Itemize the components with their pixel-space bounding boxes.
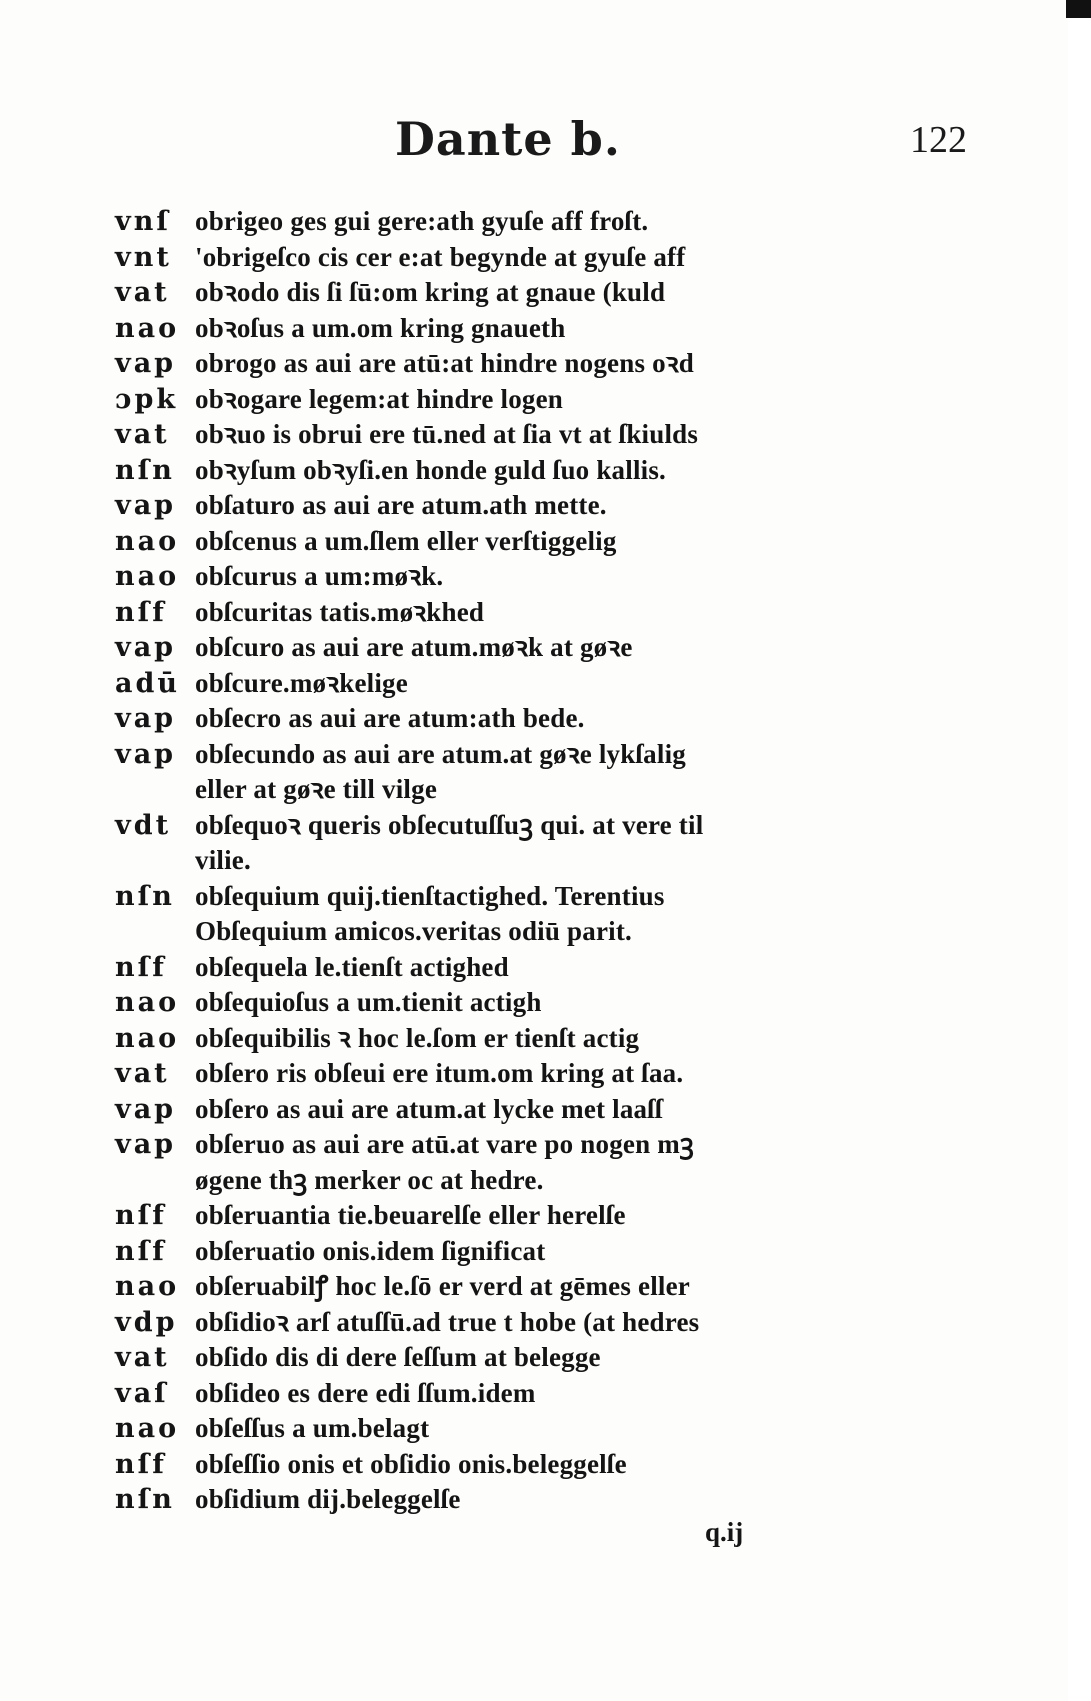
page-number: 122 (910, 119, 967, 161)
dictionary-entry (115, 808, 895, 844)
grammar-code: vap (115, 490, 177, 521)
grammar-code: vaſ (115, 1377, 169, 1409)
entry-text: obſequibilis ꝛ hoc le.ſom er tienſt actig (195, 1022, 640, 1053)
dictionary-entry (115, 737, 895, 773)
grammar-code: vap (115, 632, 177, 663)
grammar-code: nſf (115, 596, 167, 628)
dictionary-entry (115, 1340, 895, 1376)
grammar-code: ɔpk (115, 383, 179, 415)
grammar-code: vap (115, 703, 177, 734)
entry-text: obrogo as aui are atū:at hindre nogens oꝛd (195, 348, 695, 378)
entry-text: obſideo es dere edi ſſum.idem (195, 1377, 536, 1408)
dictionary-entry (115, 1376, 895, 1412)
entry-text: obſcurus a um:møꝛk. (195, 561, 444, 591)
dictionary-entry (115, 240, 895, 276)
dictionary-entry (115, 1056, 895, 1092)
grammar-code: nao (115, 1413, 180, 1444)
grammar-code: vap (115, 1093, 177, 1125)
dictionary-entry (115, 1234, 895, 1270)
entry-text: vilie. (195, 845, 251, 875)
dictionary-entry (115, 1127, 895, 1163)
dictionary-entry (115, 595, 895, 631)
dictionary-entry (115, 1305, 895, 1341)
dictionary-entry (115, 382, 895, 418)
scan-edge-mark (1066, 0, 1091, 18)
dictionary-entry (115, 204, 895, 240)
grammar-code: nao (115, 1022, 180, 1054)
entry-text: eller at gøꝛe till vilge (195, 774, 438, 804)
grammar-code: nao (115, 561, 180, 592)
dictionary-entry (115, 453, 895, 489)
entry-text: obſero as aui are atum.at lycke met laaſſ (195, 1093, 663, 1124)
grammar-code: nao (115, 987, 180, 1018)
grammar-code: vat (115, 277, 170, 308)
grammar-code: nſf (115, 1200, 167, 1231)
entry-text: obſcure.møꝛkelige (195, 667, 408, 698)
dictionary-entry (115, 666, 895, 702)
entry-text: obſecro as aui are atum:ath bede. (195, 703, 585, 733)
dictionary-entry (115, 1447, 895, 1483)
grammar-code: nao (115, 525, 180, 557)
grammar-code: nſn (115, 1484, 175, 1515)
entry-text: obſecundo as aui are atum.at gøꝛe lykſalig (195, 738, 686, 769)
entry-text: obſequium quij.tienſtactighed. Terentius (195, 880, 665, 911)
signature-mark: q.ij (705, 1517, 744, 1547)
entry-text: obſeruatio onis.idem ſignificat (195, 1235, 546, 1266)
dictionary-entry (115, 772, 895, 808)
dictionary-entry (115, 1163, 895, 1199)
entry-text: obꝛyſum obꝛyſi.en honde guld ſuo kallis. (195, 454, 667, 485)
grammar-code: vap (115, 348, 177, 379)
dictionary-entry (115, 346, 895, 382)
scan-margin (1068, 18, 1091, 1701)
dictionary-entry (115, 1021, 895, 1057)
dictionary-entry (115, 488, 895, 524)
entry-text: obſcuritas tatis.møꝛkhed (195, 596, 485, 627)
dictionary-entries (115, 204, 895, 1518)
grammar-code: vdp (115, 1306, 178, 1338)
dictionary-entry (115, 311, 895, 347)
entry-text: obꝛuo is obrui ere tū.ned at ſia vt at ſkiulds (195, 419, 699, 449)
entry-text: obſido dis di dere ſeſſum at belegge (195, 1342, 601, 1372)
entry-text: obſequela le.tienſt actighed (195, 951, 509, 982)
grammar-code: vap (115, 1129, 177, 1160)
entry-text: obſaturo as aui are atum.ath mette. (195, 490, 607, 520)
grammar-code: nao (115, 1271, 180, 1302)
entry-text: obſeruabilꝭ hoc le.ſō er verd at gēmes eller (195, 1271, 690, 1301)
entry-text: obſequioſus a um.tienit actigh (195, 987, 542, 1017)
dictionary-entry (115, 950, 895, 986)
entry-text: obſidioꝛ arſ atuſſū.ad true t hobe (at hedres (195, 1306, 700, 1337)
entry-text: obſeruo as aui are atū.at vare po nogen mꝫ (195, 1129, 694, 1159)
dictionary-entry (115, 1411, 895, 1447)
dictionary-entry (115, 914, 895, 950)
dictionary-entry (115, 417, 895, 453)
dictionary-entry (115, 1092, 895, 1128)
grammar-code: nſf (115, 1235, 167, 1267)
grammar-code: nſf (115, 951, 167, 983)
grammar-code: adū (115, 667, 181, 699)
page-title: Dante b. (395, 112, 621, 166)
dictionary-entry (115, 1198, 895, 1234)
grammar-code: nſn (115, 880, 175, 912)
entry-text: obſeſſio onis et obſidio onis.beleggelſe (195, 1448, 627, 1479)
entry-text: obſidium dij.beleggelſe (195, 1484, 461, 1514)
dictionary-entry (115, 1269, 895, 1305)
dictionary-entry (115, 1482, 895, 1518)
grammar-code: nſf (115, 1448, 167, 1480)
entry-text: 'obrigeſco cis cer e:at begynde at gyuſe aff (195, 241, 686, 272)
entry-text: obſeſſus a um.belagt (195, 1413, 430, 1443)
entry-text: Obſequium amicos.veritas odiū parit. (195, 916, 632, 946)
entry-text: obꝛoſus a um.om kring gnaueth (195, 312, 566, 343)
grammar-code: nſn (115, 454, 175, 486)
grammar-code: vdt (115, 809, 172, 841)
entry-text: obſcenus a um.ſlem eller verſtiggelig (195, 525, 617, 556)
entry-text: obꝛogare legem:at hindre logen (195, 383, 564, 414)
entry-text: obrigeo ges gui gere:ath gyuſe aff froſt. (195, 206, 649, 236)
entry-text: obſeruantia tie.beuarelſe eller herelſe (195, 1200, 626, 1230)
entry-text: obſero ris obſeui ere itum.om kring at ſaa. (195, 1058, 684, 1088)
entry-text: obſequoꝛ queris obſecutuſſuꝫ qui. at vere til (195, 809, 704, 840)
dictionary-entry (115, 843, 895, 879)
dictionary-entry (115, 524, 895, 560)
grammar-code: vat (115, 1342, 170, 1373)
entry-text: øgene thꝫ merker oc at hedre. (195, 1164, 544, 1195)
dictionary-entry (115, 985, 895, 1021)
dictionary-entry (115, 701, 895, 737)
dictionary-entry (115, 630, 895, 666)
entry-text: obſcuro as aui are atum.møꝛk at gøꝛe (195, 632, 633, 662)
entry-text: obꝛodo dis ſi ſū:om kring at gnaue (kuld (195, 277, 666, 307)
dictionary-entry (115, 879, 895, 915)
dictionary-entry (115, 559, 895, 595)
grammar-code: vnt (115, 241, 172, 273)
grammar-code: vnſ (115, 206, 171, 237)
grammar-code: vap (115, 738, 177, 770)
dictionary-entry (115, 275, 895, 311)
grammar-code: vat (115, 1058, 170, 1089)
grammar-code: nao (115, 312, 180, 344)
grammar-code: vat (115, 419, 170, 450)
